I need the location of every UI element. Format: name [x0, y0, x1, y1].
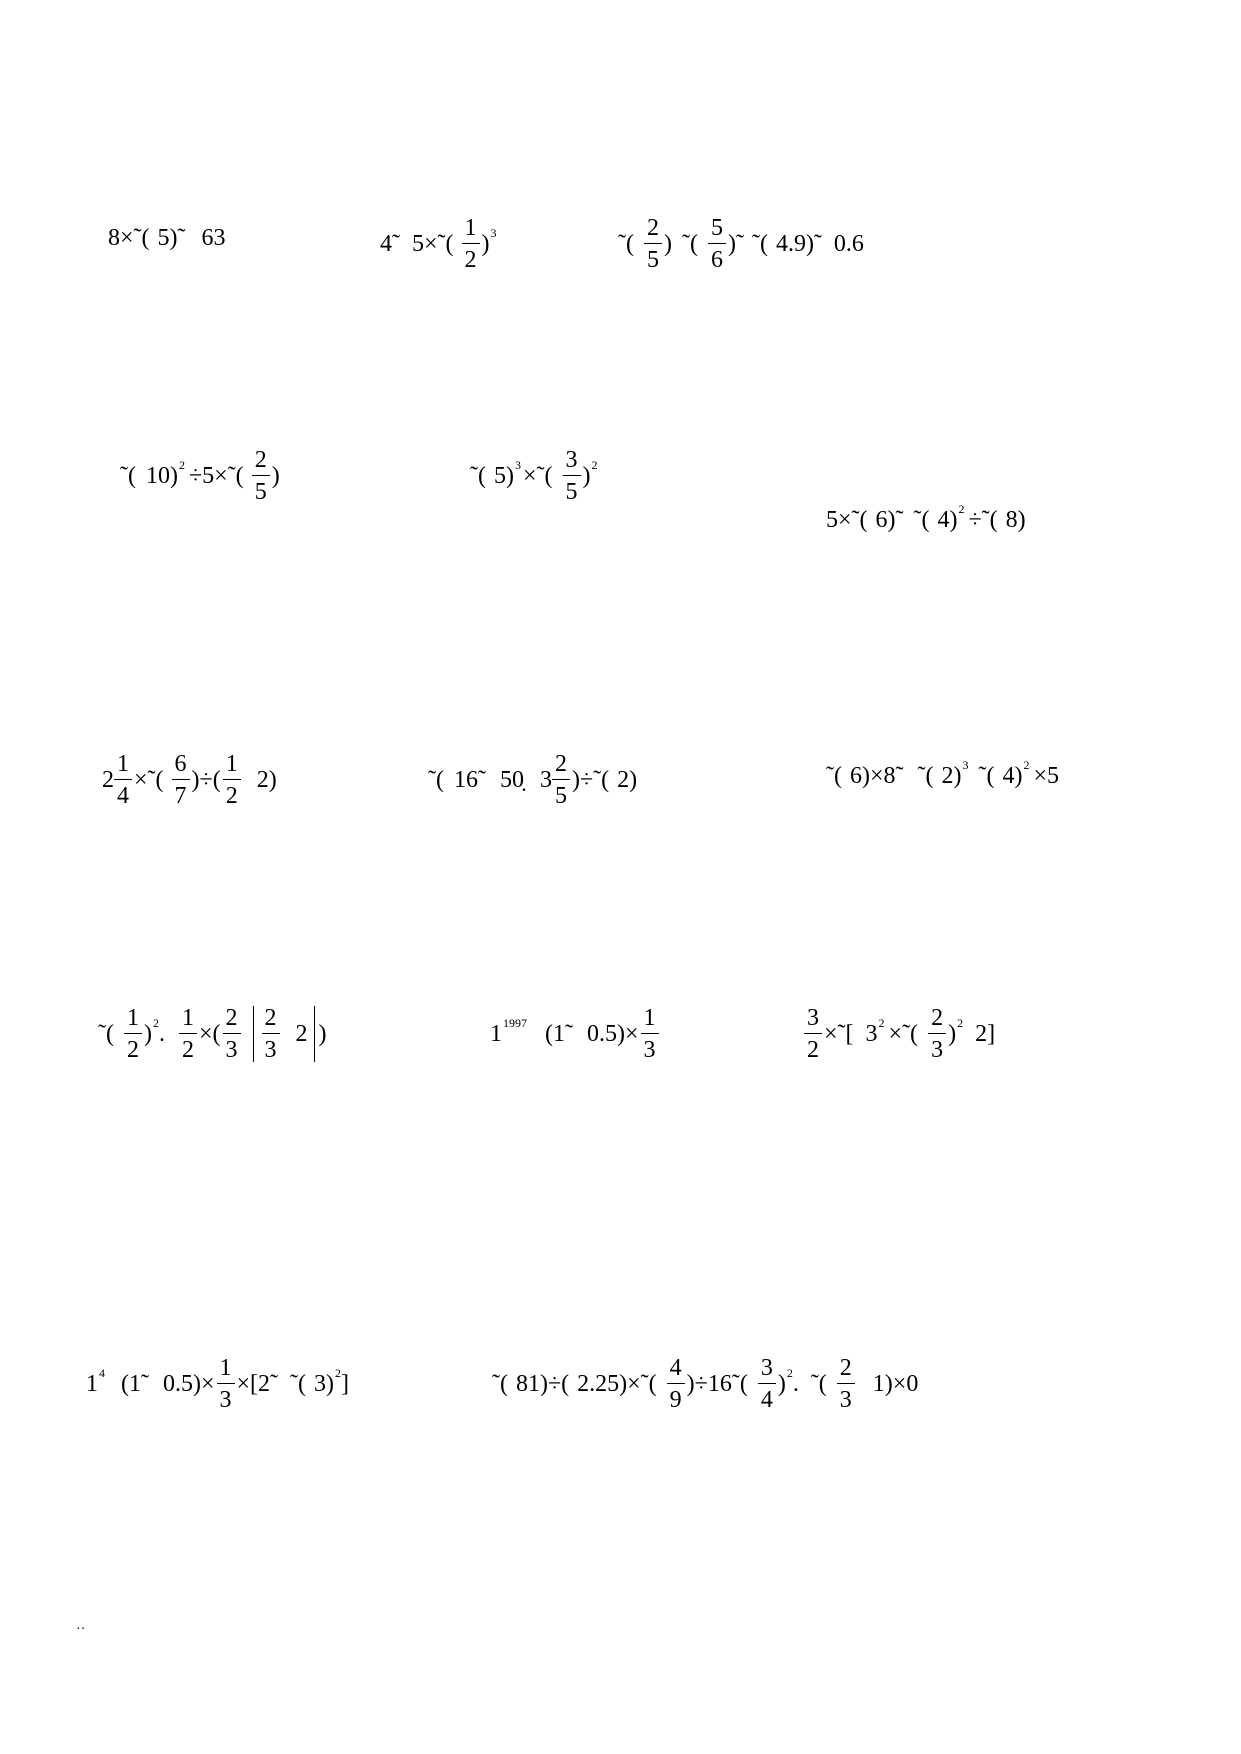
expr-part: 3) [314, 1371, 335, 1397]
problem-10 [98, 1006, 327, 1062]
expr-part: 3 [865, 1021, 878, 1047]
numerator: 2 [225, 1005, 238, 1031]
expr-part: ˜( [978, 763, 995, 789]
expr-part: 10) [145, 463, 178, 489]
expr-part: 5×˜( [412, 231, 454, 257]
fraction [124, 1006, 142, 1062]
expr-part: 4˜ [380, 231, 400, 257]
problem-11 [490, 1006, 661, 1062]
numerator: 2 [264, 1005, 277, 1031]
expr-part: ˜( [290, 1371, 307, 1397]
numerator: 1 [219, 1355, 232, 1381]
fraction [928, 1006, 946, 1062]
numerator: 5 [710, 215, 723, 241]
denominator: 2 [179, 1033, 197, 1062]
numerator: 2 [931, 1005, 944, 1031]
numerator: 6 [174, 751, 187, 777]
denominator: 5 [252, 475, 270, 504]
exponent: 2 [957, 1016, 964, 1030]
expr-part: 5) [493, 463, 514, 489]
exponent: 2 [152, 1016, 159, 1030]
expr-part: 6)×8˜ [849, 763, 904, 789]
problem-8 [428, 752, 637, 808]
expr-part: ×[2˜ [236, 1371, 279, 1397]
expr-part: 50̣ [499, 767, 524, 793]
expr-part: ) [582, 463, 591, 489]
numerator: 2 [646, 215, 659, 241]
exponent: 2 [878, 1016, 885, 1030]
fraction [262, 1006, 280, 1062]
expr-part: ˜( [618, 231, 634, 257]
expr-part: 4) [937, 507, 958, 533]
expr-part: ) [777, 1371, 786, 1397]
fraction [223, 1006, 241, 1062]
expr-part: ×˜[ [824, 1021, 854, 1047]
expr-part: ] [341, 1371, 350, 1397]
numerator: 3 [565, 447, 578, 473]
expr-part: 63 [201, 225, 226, 251]
expr-part: ˜( [751, 231, 768, 257]
denominator: 5 [552, 779, 570, 808]
expr-part: )÷( [191, 767, 221, 793]
numerator: 4 [669, 1355, 682, 1381]
expr-part: ˜( [826, 763, 842, 789]
numerator: 3 [807, 1005, 819, 1031]
problem-2 [380, 216, 497, 272]
expr-part: 6)˜ [875, 507, 904, 533]
fraction [804, 1006, 822, 1062]
problem-5 [470, 448, 598, 504]
expr-part: ) [271, 463, 280, 489]
problem-4 [120, 448, 280, 504]
expr-part: 5×˜( [826, 507, 868, 533]
denominator: 3 [928, 1033, 946, 1062]
expr-part: 2] [975, 1021, 996, 1047]
expr-part: 8×˜( [108, 225, 150, 251]
expr-part: ˜( [120, 463, 136, 489]
expr-part: ) [663, 231, 672, 257]
problem-3 [618, 216, 864, 272]
fraction [758, 1356, 776, 1412]
fraction [223, 752, 241, 808]
expr-part: 0.5)× [586, 1021, 639, 1047]
numerator: 1 [181, 1005, 194, 1031]
fraction [217, 1356, 235, 1412]
whole-part: 2 [102, 767, 114, 793]
numerator: 2 [254, 447, 267, 473]
expr-part: . [158, 1021, 165, 1047]
expr-part: 1 [86, 1371, 98, 1397]
expr-part: ˜( [810, 1371, 827, 1397]
expr-part: ) [481, 231, 490, 257]
expr-part: ×˜( [522, 463, 553, 489]
expr-part: 1 [490, 1021, 502, 1047]
exponent: 2 [335, 1366, 342, 1380]
denominator: 2 [223, 779, 241, 808]
expr-part: 2) [941, 763, 962, 789]
exponent: 1997 [503, 1016, 527, 1030]
absolute-value [253, 1006, 315, 1062]
problem-13 [86, 1356, 349, 1412]
denominator: 2 [124, 1033, 142, 1062]
exponent: 2 [958, 502, 965, 516]
expr-part: . [792, 1371, 799, 1397]
denominator: 5 [644, 243, 662, 272]
expr-part: 2 [295, 1021, 308, 1047]
exponent: 3 [514, 458, 521, 472]
numerator: 3 [760, 1355, 773, 1381]
expr-part: 4) [1002, 763, 1023, 789]
expr-part: ×˜( [888, 1021, 919, 1047]
numerator: 2 [839, 1355, 852, 1381]
denominator: 5 [563, 475, 581, 504]
expr-part: ˜( [428, 767, 444, 793]
expr-part: ˜( [917, 763, 934, 789]
fraction [462, 216, 480, 272]
expr-part: ×5 [1033, 763, 1060, 789]
fraction [644, 216, 662, 272]
expr-part: ˜( [681, 231, 698, 257]
numerator: 1 [225, 751, 238, 777]
denominator: 2 [804, 1033, 822, 1062]
expr-part: 4.9)˜ [775, 231, 822, 257]
expr-part: 1)×0 [872, 1371, 919, 1397]
expr-part: ÷5×˜( [188, 463, 244, 489]
fraction [252, 448, 270, 504]
expr-part: ˜( [913, 507, 930, 533]
denominator: 4 [114, 779, 132, 808]
fraction [179, 1006, 197, 1062]
exponent: 2 [786, 1366, 793, 1380]
expr-part: ˜( [98, 1021, 114, 1047]
expr-part: 2.25)×˜( [577, 1371, 657, 1397]
numerator: 1 [464, 215, 477, 241]
numerator: 2 [554, 751, 567, 777]
fraction [837, 1356, 855, 1412]
exponent: 3 [490, 226, 497, 240]
fraction [552, 752, 570, 808]
expr-part: ) [948, 1021, 957, 1047]
exponent: 2 [1023, 758, 1030, 772]
numerator: 1 [643, 1005, 656, 1031]
exponent: 2 [178, 458, 185, 472]
denominator: 3 [262, 1033, 280, 1062]
denominator: 3 [223, 1033, 241, 1062]
expr-part: 16˜ [453, 767, 486, 793]
expr-part: ˜( [492, 1371, 508, 1397]
expr-part: 8) [1005, 507, 1026, 533]
problem-14 [492, 1356, 918, 1412]
denominator: 3 [217, 1383, 235, 1412]
expr-part: )÷16˜( [686, 1371, 748, 1397]
expr-part: ×˜( [134, 767, 164, 793]
expr-part: (1˜ [545, 1021, 573, 1047]
denominator: 2 [462, 243, 480, 272]
exponent: 2 [591, 458, 598, 472]
expr-part: ) [143, 1021, 152, 1047]
expr-part: ˜( [470, 463, 486, 489]
expr-part: 0.5)× [162, 1371, 215, 1397]
expr-part: ) [318, 1021, 327, 1047]
denominator: 3 [641, 1033, 659, 1062]
exponent: 3 [962, 758, 969, 772]
fraction [172, 752, 190, 808]
expr-part: 0.6 [833, 231, 864, 257]
fraction [563, 448, 581, 504]
numerator: 1 [117, 751, 129, 777]
fraction [114, 752, 132, 808]
fraction [708, 216, 726, 272]
denominator: 9 [667, 1383, 685, 1412]
denominator: 6 [708, 243, 726, 272]
exponent: 4 [99, 1366, 105, 1380]
problem-7 [102, 752, 277, 808]
expr-part: 81)÷( [515, 1371, 570, 1397]
footer-mark: ·· [76, 1622, 86, 1637]
numerator: 1 [126, 1005, 139, 1031]
expr-part: ÷˜( [968, 507, 998, 533]
problem-12 [802, 1006, 995, 1062]
whole-part: 3 [539, 767, 552, 793]
expr-part: ×( [198, 1021, 221, 1047]
denominator: 4 [758, 1383, 776, 1412]
expr-part: 5)˜ [157, 225, 186, 251]
fraction [667, 1356, 685, 1412]
expr-part: 2) [256, 767, 277, 793]
problem-9 [826, 758, 1060, 789]
expr-part: 2) [617, 767, 638, 793]
denominator: 7 [172, 779, 190, 808]
expr-part: )÷˜( [571, 767, 610, 793]
denominator: 3 [837, 1383, 855, 1412]
expr-part: )˜ [727, 231, 744, 257]
problem-1 [108, 226, 226, 250]
problem-6 [826, 502, 1026, 533]
expr-part: (1˜ [121, 1371, 149, 1397]
fraction [641, 1006, 659, 1062]
